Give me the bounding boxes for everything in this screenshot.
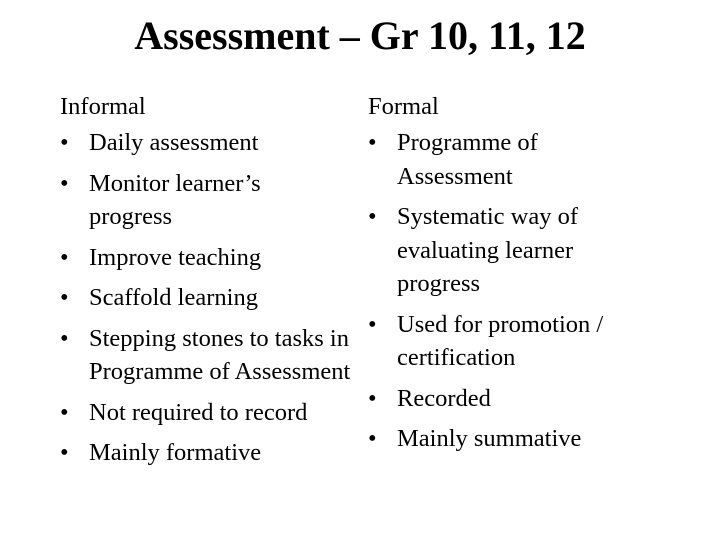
list-item: [60, 126, 360, 160]
list-item: [368, 200, 637, 301]
bullet-icon: •: [368, 129, 377, 156]
list-item: [60, 281, 360, 315]
bullet-icon: •: [60, 324, 69, 352]
bullet-icon: •: [60, 243, 69, 271]
list-item-text: Stepping stones to tasks in Programme of Assessment: [89, 324, 351, 385]
list-item-text: Scaffold learning: [89, 284, 258, 311]
formal-column: [368, 88, 668, 456]
list-item-text: Programme of Assessment: [397, 129, 538, 190]
bullet-icon: •: [60, 439, 69, 466]
bullet-icon: •: [60, 129, 69, 156]
list-item-text: Used for promotion / certification: [397, 310, 604, 371]
bullet-icon: •: [368, 310, 377, 338]
list-item-text: Daily assessment: [89, 129, 259, 156]
list-item-text: Recorded: [397, 384, 491, 412]
list-item-text: Systematic way of evaluating learner progress: [397, 203, 578, 297]
list-item-text: Improve teaching: [89, 243, 262, 271]
list-item: [60, 322, 374, 389]
list-item-text: Not required to record: [89, 398, 308, 426]
formal-list: [368, 126, 668, 456]
list-item: [368, 382, 668, 416]
list-item-text: Mainly formative: [89, 439, 262, 466]
slide-title: Assessment – Gr 10, 11, 12: [134, 13, 586, 58]
list-item: [60, 241, 360, 275]
bullet-icon: •: [368, 384, 377, 412]
list-item: [60, 396, 389, 430]
informal-list: [60, 126, 360, 470]
bullet-icon: •: [60, 169, 69, 197]
bullet-icon: •: [368, 203, 377, 230]
bullet-icon: •: [60, 398, 69, 426]
bullet-icon: •: [368, 425, 377, 452]
list-item: [60, 436, 360, 470]
list-item-text: Monitor learner’s progress: [89, 169, 261, 230]
formal-heading: Formal: [368, 93, 439, 120]
list-item: [368, 422, 668, 456]
list-item: [368, 126, 597, 193]
list-item-text: Mainly summative: [397, 425, 582, 452]
informal-heading: Informal: [60, 93, 146, 120]
list-item: [368, 308, 687, 375]
informal-column: [60, 88, 360, 470]
bullet-icon: •: [60, 284, 69, 311]
list-item: [60, 167, 329, 234]
